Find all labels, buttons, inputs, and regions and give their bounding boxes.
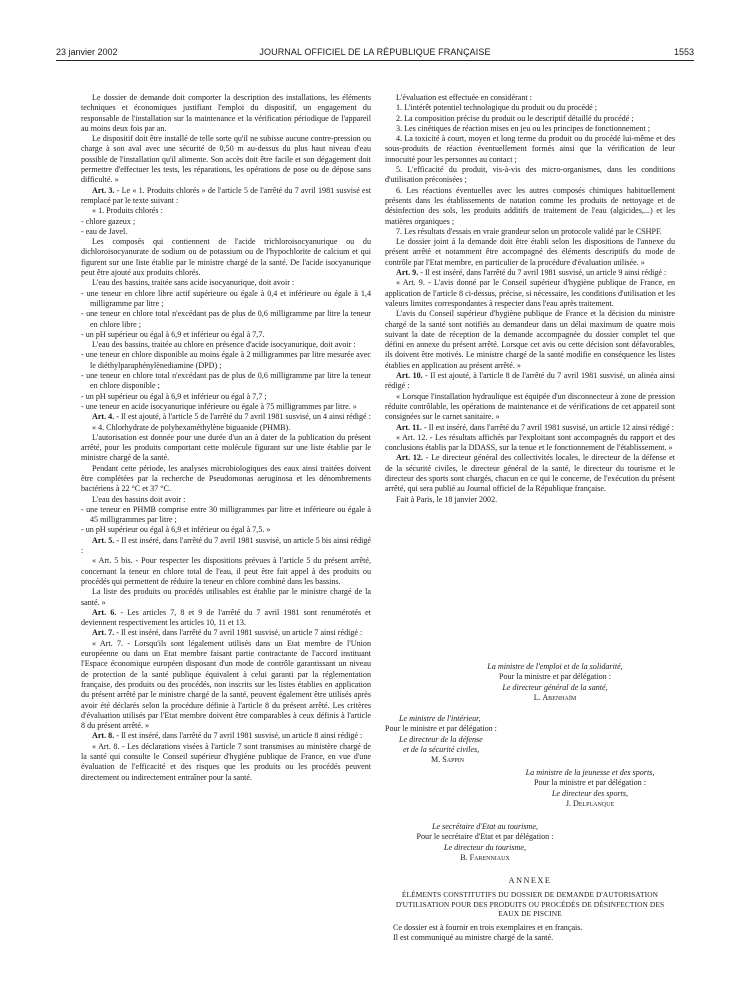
signature-interieur: [385, 714, 565, 765]
header-date: 23 janvier 2002: [56, 47, 118, 57]
signature-name: B. Farenniaux: [460, 852, 510, 862]
article-text: - Il est inséré, dans l'arrêté du 7 avril 1981 susvisé, un article 7 ainsi rédigé :: [114, 628, 363, 638]
paragraph: « 4. Chlorhydrate de polyhexaméthylène biguanide (PHMB).: [92, 422, 291, 432]
article-text: - Le directeur général des collectivités locales, le directeur de la défense et de la sécurité civiles, le directeur général de la santé, le directeur du tourisme et le directeur des sports sont chargés, chacun en ce qui le concerne, de l'exécution du présent arrêté, qui sera publié au Journal officiel de la République française.: [385, 453, 676, 494]
paragraph: « Art. 8. - Les déclarations visées à l'article 7 sont transmises au ministère chargé de la santé qui consulte le Conseil supérieur d'hygiène publique de France, en vue d'une évaluation de l'efficacité et des risques que les produits ou les procédés peuvent directement ou indirectement entraîner pour la santé.: [81, 741, 371, 782]
article-label: Art. 4.: [92, 412, 115, 422]
article-label: Art. 10.: [396, 371, 423, 381]
signature-line: La ministre de la jeunesse et des sports,: [525, 768, 655, 777]
paragraph: L'eau des bassins, traitée au chlore en présence d'acide isocyanurique, doit avoir :: [92, 340, 356, 350]
article-label: Art. 6.: [92, 607, 117, 617]
paragraph: L'eau des bassins doit avoir :: [92, 494, 186, 504]
article-paragraph: [385, 268, 675, 278]
paragraph: L'autorisation est donnée pour une durée d'un an à dater de la publication du présent arrêté, pour les produits comportant cette molécule figurant sur une liste établie par le ministre chargé de la santé.: [81, 432, 371, 463]
article-label: Art. 3.: [92, 185, 115, 195]
article-text: - Les articles 7, 8 et 9 de l'arrêté du 7 avril 1981 sont renumérotés et deviennent respectivement les articles 10, 11 et 13.: [81, 607, 372, 628]
list-item: - une teneur en chlore disponible au moins égale à 2 milligrammes par litre mesurée avec le diéthylparaphénylènediamine (DPD) ;: [81, 350, 371, 370]
signature-line: Le secrétaire d'Etat au tourisme,: [432, 822, 538, 831]
paragraph: Pendant cette période, les analyses microbiologiques des eaux ainsi traitées doivent être complétées par la recherche de Pseudomonas aeruginosa et les dénombrements bactériens à 22 °C et 37 °C.: [81, 463, 371, 494]
paragraph: 3. Les cinétiques de réaction mises en jeu ou les principes de fonctionnement ;: [396, 123, 650, 133]
annexe-line: Ce dossier est à fournir en trois exemplaires et en français.: [393, 923, 583, 933]
signature-line: Le directeur général de la santé,: [502, 682, 608, 692]
signature-line: Pour le ministre et par délégation :: [385, 724, 497, 734]
article-text: - Il est inséré, dans l'arrêté du 7 avril 1981 susvisé, un article 8 ainsi rédigé :: [114, 731, 363, 741]
signature-line: Le directeur des sports,: [551, 788, 629, 798]
signature-emploi: [420, 662, 690, 703]
page-header: [56, 47, 694, 61]
article-text: - Il est ajouté, à l'article 5 de l'arrêté du 7 avril 1981 susvisé, un 4 ainsi rédigé :: [114, 412, 371, 422]
article-text: - Il est inséré, dans l'arrêté du 7 avril 1981 susvisé, un article 9 ainsi rédigé :: [418, 268, 667, 278]
paragraph: L'évaluation est effectuée en considérant :: [396, 93, 532, 102]
article-paragraph: [385, 371, 675, 392]
article-label: Art. 11.: [396, 422, 422, 432]
article-paragraph: [81, 536, 371, 557]
article-paragraph: [81, 731, 371, 741]
paragraph: Fait à Paris, le 18 janvier 2002.: [396, 494, 498, 504]
paragraph: 6. Les réactions éventuelles avec les autres composés chimiques habituellement présents dans les établissements de natation comme les produits de nettoyage et de désinfection des sols, les produits additifs de traitement de l'eau (algicides,...) et les matières organiques ;: [385, 185, 675, 226]
signature-line: Le directeur de la défense: [399, 734, 483, 744]
article-text: - Il est inséré, dans l'arrêté du 7 avril 1981 susvisé, un article 5 bis ainsi rédigé :: [81, 535, 372, 556]
annexe-line: Il est communiqué au ministre chargé de la santé.: [393, 933, 554, 943]
article-paragraph: [385, 423, 675, 433]
signature-tourisme: [385, 822, 585, 863]
article-text: - Il est ajouté, à l'article 8 de l'arrêté du 7 avril 1981 susvisé, un alinéa ainsi rédigé :: [385, 371, 675, 391]
signature-line: Le directeur du tourisme,: [444, 842, 526, 852]
article-paragraph: [81, 412, 371, 422]
signature-line: Pour le secrétaire d'Etat et par délégation :: [416, 832, 554, 842]
signature-name: M. Sappin: [431, 755, 465, 765]
list-item: - un pH supérieur ou égal à 6,9 et inférieur ou égal à 7,7.: [81, 329, 265, 339]
signature-line: Pour la ministre et par délégation :: [499, 672, 611, 682]
list-item: - un pH supérieur ou égal à 6,9 et inférieur ou égal à 7,5. »: [81, 525, 271, 535]
signature-sports: [490, 768, 690, 809]
signature-name: J. Delplanque: [565, 798, 615, 808]
article-paragraph: [81, 628, 371, 638]
paragraph: Le dispositif doit être installé de telle sorte qu'il ne subisse aucune contre-pression ou charge à son aval avec une sécurité de 0,50 m au-dessus du plus haut niveau d'eau possible de l'installation qu'il alimente. Son accès doit être facile et son dégagement doit permettre d'effectuer les tests, les réparations, les opérations de pose ou de dépose sans difficulté. »: [81, 134, 371, 185]
paragraph: « Art. 7. - Lorsqu'ils sont légalement utilisés dans un Etat membre de l'Union européenne ou dans un Etat membre faisant partie contractante de l'accord instituant l'Espace économique européen disposant d'un mode de contrôle garantissant un niveau de protection de la santé publique équivalent à celui garanti par la réglementation française, des produits ou des procédés, non inscrits sur les listes établies en application du présent arrêté par le ministre chargé de la santé, peuvent également être utilisés après avoir été déclarés selon la procédure définie à l'article 8 du présent arrêté. Les critères d'évaluation utilisés par l'Etat membre doivent être comparables à ceux définis à l'article 8 du présent arrêté. »: [81, 638, 371, 731]
article-label: Art. 5.: [92, 535, 115, 545]
article-text: - Le « 1. Produits chlorés » de l'article 5 de l'arrêté du 7 avril 1981 susvisé est remplacé par le texte suivant :: [81, 185, 372, 205]
annexe-section: [385, 872, 675, 944]
list-item: - une teneur en chlore total n'excédant pas de plus de 0,6 milligramme par litre la teneur en chlore libre ;: [81, 309, 371, 329]
list-item: - eau de Javel.: [81, 226, 128, 236]
paragraph: 1. L'intérêt potentiel technologique du produit ou du procédé ;: [396, 103, 598, 113]
paragraph: Les composés qui contiennent de l'acide trichloroisocyanurique ou du dichloroisocyanurate de sodium ou de potassium ou de l'hypochlorite de calcium et qui figurent sur une liste établie par le ministre chargé de la santé. De l'acide isocyanurique peut être ajouté aux produits chlorés.: [81, 237, 371, 278]
signature-line: Pour la ministre et par délégation :: [534, 778, 646, 788]
paragraph: 5. L'efficacité du produit, vis-à-vis des micro-organismes, dans les conditions d'utilisation préconisées ;: [385, 165, 675, 185]
paragraph: « Art. 12. - Les résultats affichés par l'exploitant sont accompagnés du rapport et des conclusions établis par la DDASS, sur la tenue et le fonctionnement de l'établissement. »: [385, 432, 675, 453]
paragraph: L'eau des bassins, traitée sans acide isocyanurique, doit avoir :: [92, 278, 295, 288]
list-item: - chlore gazeux ;: [81, 216, 136, 226]
signature-line: et de la sécurité civiles,: [403, 744, 480, 754]
paragraph: L'avis du Conseil supérieur d'hygiène publique de France et la décision du ministre chargé de la santé sont notifiés au demandeur dans un délai maximum de quatre mois suivant la date de réception de la demande accompagnée du dossier complet tel que défini en annexe du présent arrêté. Lorsque cet avis ou cette décision sont défavorables, ils doivent être motivés. Le ministre chargé de la santé modifie en conséquence les listes établies en application au présent arrêté. »: [385, 309, 675, 370]
paragraph: 7. Les résultats d'essais en vraie grandeur selon un protocole validé par le CSHPF.: [396, 226, 662, 236]
article-paragraph: [81, 186, 371, 207]
annexe-heading: ANNEXE: [508, 876, 552, 885]
paragraph: « 1. Produits chlorés :: [92, 206, 163, 216]
paragraph: « Lorsque l'installation hydraulique est équipée d'un disconnecteur à zone de pression réduite contrôlable, les opérations de maintenance et de vérifications de cet appareil sont consignées sur le carnet sanitaire. »: [385, 391, 675, 422]
list-item: - une teneur en acide isocyanurique inférieure ou égale à 75 milligrammes par litre. »: [81, 401, 357, 411]
signature-line: La ministre de l'emploi et de la solidarité,: [487, 662, 623, 671]
list-item: - une teneur en PHMB comprise entre 30 milligrammes par litre et inférieure ou égale à 45 milligrammes par litre ;: [81, 504, 371, 525]
paragraph: « Art. 5 bis. - Pour respecter les dispositions prévues à l'article 5 du présent arrêté, concernant la teneur en chlore total de l'eau, il peut être fait appel à des produits ou procédés qui permettent de réduire la teneur en chlore combiné dans les bassins.: [81, 556, 371, 586]
list-item: - une teneur en chlore total n'excédant pas de plus de 0,6 milligramme par litre la teneur en chlore disponible ;: [81, 371, 371, 391]
article-label: Art. 9.: [396, 268, 419, 278]
journal-title: JOURNAL OFFICIEL DE LA RÉPUBLIQUE FRANÇAISE: [259, 47, 491, 57]
list-item: - un pH supérieur ou égal à 6,9 et inférieur ou égal à 7,7 ;: [81, 391, 267, 401]
paragraph: « Art. 9. - L'avis donné par le Conseil supérieur d'hygiène publique de France, en application de l'article 8 ci-dessus, précise, si nécessaire, les conditions d'utilisation et les valeurs limites correspondantes à respecter dans l'eau après traitement.: [385, 278, 675, 308]
paragraph: Le dossier de demande doit comporter la description des installations, les éléments techniques et économiques justifiant l'emploi du dispositif, un engagement du responsable de l'installation sur la maintenance et la vérification périodique de l'appareil au moins deux fois par an.: [81, 93, 371, 133]
article-paragraph: [385, 453, 675, 494]
header-rule: [56, 60, 694, 61]
signature-name: L. Abenhaïm: [533, 692, 577, 702]
annexe-title: ÉLÉMENTS CONSTITUTIFS DU DOSSIER DE DEMANDE D'AUTORISATION D'UTILISATION POUR DES PRODUITS OU PROCÉDÉS DE DÉSINFECTION DES EAUX DE PISCINE: [395, 890, 665, 919]
article-label: Art. 12.: [396, 453, 423, 463]
paragraph: 2. La composition précise du produit ou le descriptif détaillé du procédé ;: [396, 113, 634, 123]
signature-line: Le ministre de l'intérieur,: [399, 714, 481, 723]
paragraph: 4. La toxicité à court, moyen et long terme du produit ou du procédé lui-même et des sous-produits de réaction éventuellement formés ainsi que la vérification de leur innocuité pour les personnes au contact ;: [385, 134, 675, 164]
article-text: - Il est inséré, dans l'arrêté du 7 avril 1981 susvisé, un article 12 ainsi rédigé :: [421, 422, 674, 432]
article-label: Art. 7.: [92, 628, 115, 638]
paragraph: La liste des produits ou procédés utilisables est établie par le ministre chargé de la santé. »: [81, 587, 371, 607]
paragraph: Le dossier joint à la demande doit être établi selon les dispositions de l'annexe du présent arrêté et notamment être accompagné des éléments descriptifs du mode de contrôle par l'Etat membre, en particulier de la procédure d'évaluation utilisée. »: [385, 237, 675, 267]
page-number: 1553: [673, 47, 694, 57]
article-label: Art. 8.: [92, 731, 115, 741]
article-paragraph: [81, 608, 371, 629]
right-column: [385, 93, 675, 505]
list-item: - une teneur en chlore libre actif supérieure ou égale à 0,4 et inférieure ou égale à 1,4 milligramme par litre ;: [81, 288, 371, 308]
left-column: [81, 93, 371, 783]
